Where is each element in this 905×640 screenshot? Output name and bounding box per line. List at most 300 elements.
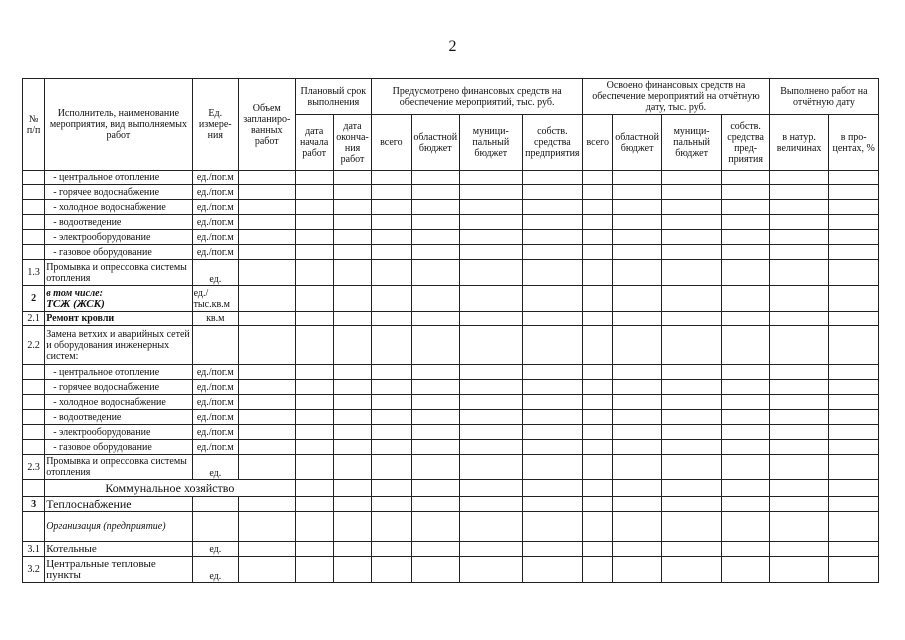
- empty-cell: [829, 425, 879, 440]
- empty-cell: [522, 171, 583, 185]
- row-num: [23, 410, 45, 425]
- empty-cell: [522, 440, 583, 455]
- empty-cell: [372, 455, 411, 480]
- empty-cell: [661, 215, 722, 230]
- empty-cell: [722, 230, 769, 245]
- empty-cell: [295, 410, 333, 425]
- empty-cell: [411, 171, 459, 185]
- empty-cell: [295, 286, 333, 312]
- empty-cell: [522, 245, 583, 260]
- row-name: Ремонт кровли: [45, 312, 192, 326]
- empty-cell: [238, 245, 295, 260]
- empty-cell: [372, 410, 411, 425]
- row-num: 2.1: [23, 312, 45, 326]
- empty-cell: [522, 512, 583, 542]
- empty-cell: [829, 440, 879, 455]
- header-percent: в про-центах, %: [829, 115, 879, 171]
- empty-cell: [583, 312, 613, 326]
- empty-cell: [238, 455, 295, 480]
- row-unit: ед.: [192, 260, 238, 286]
- empty-cell: [411, 365, 459, 380]
- empty-cell: [411, 245, 459, 260]
- empty-cell: [722, 245, 769, 260]
- empty-cell: [372, 326, 411, 365]
- empty-cell: [333, 542, 371, 557]
- row-name: - газовое оборудование: [45, 440, 192, 455]
- empty-cell: [459, 410, 522, 425]
- row-num: [23, 380, 45, 395]
- table-row: [23, 512, 879, 542]
- row-unit: ед./пог.м: [192, 245, 238, 260]
- empty-cell: [613, 440, 661, 455]
- empty-cell: [295, 215, 333, 230]
- empty-cell: [411, 260, 459, 286]
- empty-cell: [722, 326, 769, 365]
- empty-cell: [522, 380, 583, 395]
- empty-cell: [583, 380, 613, 395]
- table-row: [23, 497, 879, 512]
- row-unit: ед./пог.м: [192, 215, 238, 230]
- empty-cell: [372, 215, 411, 230]
- empty-cell: [238, 200, 295, 215]
- row-unit: ед.: [192, 542, 238, 557]
- empty-cell: [295, 185, 333, 200]
- empty-cell: [333, 395, 371, 410]
- empty-cell: [613, 260, 661, 286]
- empty-cell: [333, 440, 371, 455]
- empty-cell: [238, 215, 295, 230]
- empty-cell: [613, 557, 661, 583]
- empty-cell: [829, 455, 879, 480]
- empty-cell: [613, 425, 661, 440]
- empty-cell: [829, 185, 879, 200]
- empty-cell: [661, 395, 722, 410]
- row-name: - газовое оборудование: [45, 245, 192, 260]
- empty-cell: [722, 455, 769, 480]
- empty-cell: [583, 215, 613, 230]
- empty-cell: [238, 512, 295, 542]
- empty-cell: [372, 185, 411, 200]
- table-row: [23, 200, 879, 215]
- header-provided: Предусмотрено финансовых средств на обеспечение мероприятий, тыс. руб.: [372, 79, 583, 115]
- row-name: - водоотведение: [45, 410, 192, 425]
- header-mastered-own: собств. средства пред-приятия: [722, 115, 769, 171]
- row-unit: ед.: [192, 557, 238, 583]
- empty-cell: [411, 312, 459, 326]
- empty-cell: [583, 245, 613, 260]
- empty-cell: [583, 200, 613, 215]
- empty-cell: [372, 542, 411, 557]
- empty-cell: [522, 542, 583, 557]
- row-name: [45, 286, 192, 312]
- row-name: Замена ветхих и аварийных сетей и оборудования инженерных систем:: [45, 326, 192, 365]
- row-unit: ед./пог.м: [192, 365, 238, 380]
- row-num: 2.3: [23, 455, 45, 480]
- empty-cell: [769, 557, 829, 583]
- empty-cell: [769, 312, 829, 326]
- empty-cell: [522, 200, 583, 215]
- empty-cell: [238, 497, 295, 512]
- empty-cell: [613, 365, 661, 380]
- empty-cell: [769, 326, 829, 365]
- empty-cell: [583, 286, 613, 312]
- empty-cell: [295, 230, 333, 245]
- empty-cell: [411, 425, 459, 440]
- empty-cell: [411, 440, 459, 455]
- row-name: - холодное водоснабжение: [45, 200, 192, 215]
- empty-cell: [333, 200, 371, 215]
- empty-cell: [613, 497, 661, 512]
- empty-cell: [829, 200, 879, 215]
- row-num: [23, 425, 45, 440]
- empty-cell: [411, 557, 459, 583]
- row-num: [23, 512, 45, 542]
- table-header: [23, 79, 879, 171]
- header-unit: Ед. измере-ния: [192, 79, 238, 171]
- row-num: [23, 171, 45, 185]
- empty-cell: [583, 395, 613, 410]
- empty-cell: [333, 185, 371, 200]
- empty-cell: [613, 380, 661, 395]
- empty-cell: [613, 185, 661, 200]
- empty-cell: [583, 480, 613, 497]
- header-executor: Исполнитель, наименование мероприятия, вид выполняемых работ: [45, 79, 192, 171]
- row-name: - центральное отопление: [45, 365, 192, 380]
- header-natural: в натур. величинах: [769, 115, 829, 171]
- empty-cell: [295, 455, 333, 480]
- header-mastered: Освоено финансовых средств на обеспечение мероприятий на отчётную дату, тыс. руб.: [583, 79, 770, 115]
- empty-cell: [295, 245, 333, 260]
- empty-cell: [722, 200, 769, 215]
- empty-cell: [459, 215, 522, 230]
- row-num: 1.3: [23, 260, 45, 286]
- header-mastered-regional: областной бюджет: [613, 115, 661, 171]
- empty-cell: [333, 410, 371, 425]
- empty-cell: [829, 410, 879, 425]
- empty-cell: [372, 480, 411, 497]
- empty-cell: [583, 542, 613, 557]
- empty-cell: [372, 230, 411, 245]
- empty-cell: [238, 440, 295, 455]
- table-row: [23, 245, 879, 260]
- empty-cell: [372, 200, 411, 215]
- empty-cell: [829, 215, 879, 230]
- empty-cell: [333, 512, 371, 542]
- empty-cell: [613, 410, 661, 425]
- empty-cell: [459, 440, 522, 455]
- row-unit: ед./пог.м: [192, 185, 238, 200]
- empty-cell: [459, 260, 522, 286]
- row-name: Центральные тепловые пункты: [45, 557, 192, 583]
- empty-cell: [411, 230, 459, 245]
- empty-cell: [411, 455, 459, 480]
- empty-cell: [829, 497, 879, 512]
- row-name: - водоотведение: [45, 215, 192, 230]
- empty-cell: [333, 171, 371, 185]
- empty-cell: [613, 326, 661, 365]
- row-num: [23, 365, 45, 380]
- header-provided-own: собств. средства предприятия: [522, 115, 583, 171]
- empty-cell: [522, 480, 583, 497]
- empty-cell: [238, 260, 295, 286]
- empty-cell: [829, 245, 879, 260]
- empty-cell: [722, 171, 769, 185]
- empty-cell: [522, 215, 583, 230]
- empty-cell: [661, 512, 722, 542]
- row-unit: ед./пог.м: [192, 230, 238, 245]
- row-unit: ед./пог.м: [192, 410, 238, 425]
- table-row: [23, 557, 879, 583]
- empty-cell: [372, 395, 411, 410]
- empty-cell: [583, 185, 613, 200]
- row-name: - горячее водоснабжение: [45, 380, 192, 395]
- empty-cell: [769, 480, 829, 497]
- empty-cell: [333, 557, 371, 583]
- row-num: 2.2: [23, 326, 45, 365]
- empty-cell: [522, 365, 583, 380]
- empty-cell: [372, 425, 411, 440]
- empty-cell: [769, 245, 829, 260]
- empty-cell: [661, 286, 722, 312]
- empty-cell: [333, 215, 371, 230]
- empty-cell: [769, 395, 829, 410]
- empty-cell: [769, 215, 829, 230]
- header-provided-regional: областной бюджет: [411, 115, 459, 171]
- empty-cell: [613, 230, 661, 245]
- header-mastered-total: всего: [583, 115, 613, 171]
- empty-cell: [613, 312, 661, 326]
- empty-cell: [372, 286, 411, 312]
- empty-cell: [661, 425, 722, 440]
- empty-cell: [613, 245, 661, 260]
- empty-cell: [769, 512, 829, 542]
- empty-cell: [583, 497, 613, 512]
- empty-cell: [722, 185, 769, 200]
- empty-cell: [411, 395, 459, 410]
- empty-cell: [333, 286, 371, 312]
- empty-cell: [583, 260, 613, 286]
- empty-cell: [411, 200, 459, 215]
- empty-cell: [522, 425, 583, 440]
- empty-cell: [661, 410, 722, 425]
- empty-cell: [661, 542, 722, 557]
- empty-cell: [829, 171, 879, 185]
- empty-cell: [661, 380, 722, 395]
- empty-cell: [333, 497, 371, 512]
- table-row: [23, 455, 879, 480]
- empty-cell: [722, 365, 769, 380]
- empty-cell: [238, 410, 295, 425]
- empty-cell: [295, 365, 333, 380]
- empty-cell: [769, 497, 829, 512]
- row-num: [23, 230, 45, 245]
- header-mastered-municipal: муници-пальный бюджет: [661, 115, 722, 171]
- empty-cell: [295, 312, 333, 326]
- empty-cell: [295, 512, 333, 542]
- empty-cell: [411, 497, 459, 512]
- empty-cell: [829, 395, 879, 410]
- empty-cell: [661, 455, 722, 480]
- row-num: [23, 480, 45, 497]
- table-row: [23, 542, 879, 557]
- empty-cell: [661, 171, 722, 185]
- row-name: - холодное водоснабжение: [45, 395, 192, 410]
- row-name-prefix: в том числе:: [46, 287, 103, 299]
- row-unit: ед./ тыс.кв.м: [192, 286, 238, 312]
- empty-cell: [722, 215, 769, 230]
- header-provided-municipal: муници-пальный бюджет: [459, 115, 522, 171]
- empty-cell: [522, 410, 583, 425]
- empty-cell: [459, 312, 522, 326]
- empty-cell: [522, 185, 583, 200]
- empty-cell: [722, 557, 769, 583]
- empty-cell: [411, 215, 459, 230]
- empty-cell: [238, 380, 295, 395]
- empty-cell: [372, 245, 411, 260]
- row-name: Теплоснабжение: [45, 497, 192, 512]
- empty-cell: [722, 410, 769, 425]
- empty-cell: [769, 260, 829, 286]
- empty-cell: [769, 380, 829, 395]
- empty-cell: [238, 312, 295, 326]
- empty-cell: [459, 395, 522, 410]
- empty-cell: [613, 512, 661, 542]
- empty-cell: [372, 440, 411, 455]
- empty-cell: [613, 200, 661, 215]
- empty-cell: [411, 512, 459, 542]
- empty-cell: [661, 260, 722, 286]
- table-row: [23, 395, 879, 410]
- table-row: [23, 410, 879, 425]
- header-num: № п/п: [23, 79, 45, 171]
- header-plan-term: Плановый срок выполнения: [295, 79, 372, 115]
- report-table: [22, 78, 879, 583]
- page-number: 2: [448, 38, 457, 55]
- row-unit: ед./пог.м: [192, 380, 238, 395]
- header-plan-start: дата начала работ: [295, 115, 333, 171]
- empty-cell: [372, 557, 411, 583]
- empty-cell: [372, 497, 411, 512]
- row-name: - горячее водоснабжение: [45, 185, 192, 200]
- empty-cell: [372, 260, 411, 286]
- empty-cell: [333, 380, 371, 395]
- empty-cell: [583, 557, 613, 583]
- empty-cell: [769, 171, 829, 185]
- empty-cell: [295, 480, 333, 497]
- row-num: [23, 185, 45, 200]
- empty-cell: [238, 171, 295, 185]
- empty-cell: [333, 425, 371, 440]
- table-row: [23, 286, 879, 312]
- empty-cell: [769, 200, 829, 215]
- empty-cell: [522, 395, 583, 410]
- empty-cell: [583, 365, 613, 380]
- table-row: [23, 215, 879, 230]
- row-unit: ед./пог.м: [192, 440, 238, 455]
- row-name: - электрооборудование: [45, 425, 192, 440]
- table-row: [23, 260, 879, 286]
- empty-cell: [722, 425, 769, 440]
- empty-cell: [522, 286, 583, 312]
- empty-cell: [769, 542, 829, 557]
- header-plan-end: дата оконча-ния работ: [333, 115, 371, 171]
- table-row: [23, 312, 879, 326]
- empty-cell: [769, 365, 829, 380]
- row-name: Промывка и опрессовка системы отопления: [45, 260, 192, 286]
- table-row: [23, 171, 879, 185]
- row-name: Промывка и опрессовка системы отопления: [45, 455, 192, 480]
- empty-cell: [238, 326, 295, 365]
- empty-cell: [522, 497, 583, 512]
- table-row: [23, 230, 879, 245]
- table-row: [23, 440, 879, 455]
- empty-cell: [722, 380, 769, 395]
- empty-cell: [829, 557, 879, 583]
- empty-cell: [829, 230, 879, 245]
- row-unit: ед.: [192, 455, 238, 480]
- empty-cell: [522, 230, 583, 245]
- empty-cell: [522, 260, 583, 286]
- row-num: [23, 200, 45, 215]
- empty-cell: [459, 365, 522, 380]
- empty-cell: [722, 440, 769, 455]
- empty-cell: [295, 557, 333, 583]
- empty-cell: [661, 557, 722, 583]
- empty-cell: [769, 425, 829, 440]
- empty-cell: [333, 260, 371, 286]
- empty-cell: [769, 410, 829, 425]
- empty-cell: [522, 326, 583, 365]
- empty-cell: [372, 312, 411, 326]
- empty-cell: [295, 326, 333, 365]
- empty-cell: [459, 185, 522, 200]
- empty-cell: [295, 497, 333, 512]
- row-num: 3.1: [23, 542, 45, 557]
- empty-cell: [722, 286, 769, 312]
- empty-cell: [613, 286, 661, 312]
- empty-cell: [522, 557, 583, 583]
- empty-cell: [459, 200, 522, 215]
- empty-cell: [333, 365, 371, 380]
- empty-cell: [829, 365, 879, 380]
- empty-cell: [583, 425, 613, 440]
- row-num: [23, 395, 45, 410]
- empty-cell: [238, 542, 295, 557]
- row-num: 2: [23, 286, 45, 312]
- empty-cell: [613, 455, 661, 480]
- header-volume: Объем запланиро-ванных работ: [238, 79, 295, 171]
- empty-cell: [333, 230, 371, 245]
- empty-cell: [661, 312, 722, 326]
- empty-cell: [661, 326, 722, 365]
- empty-cell: [829, 286, 879, 312]
- empty-cell: [238, 557, 295, 583]
- empty-cell: [333, 312, 371, 326]
- row-num: [23, 440, 45, 455]
- table-body: [23, 171, 879, 583]
- empty-cell: [522, 455, 583, 480]
- row-name: Организация (предприятие): [45, 512, 192, 542]
- empty-cell: [459, 171, 522, 185]
- empty-cell: [459, 326, 522, 365]
- row-name-text: ТСЖ (ЖСК): [46, 297, 105, 310]
- empty-cell: [583, 230, 613, 245]
- empty-cell: [295, 260, 333, 286]
- empty-cell: [459, 286, 522, 312]
- table-row: [23, 380, 879, 395]
- empty-cell: [613, 480, 661, 497]
- empty-cell: [722, 395, 769, 410]
